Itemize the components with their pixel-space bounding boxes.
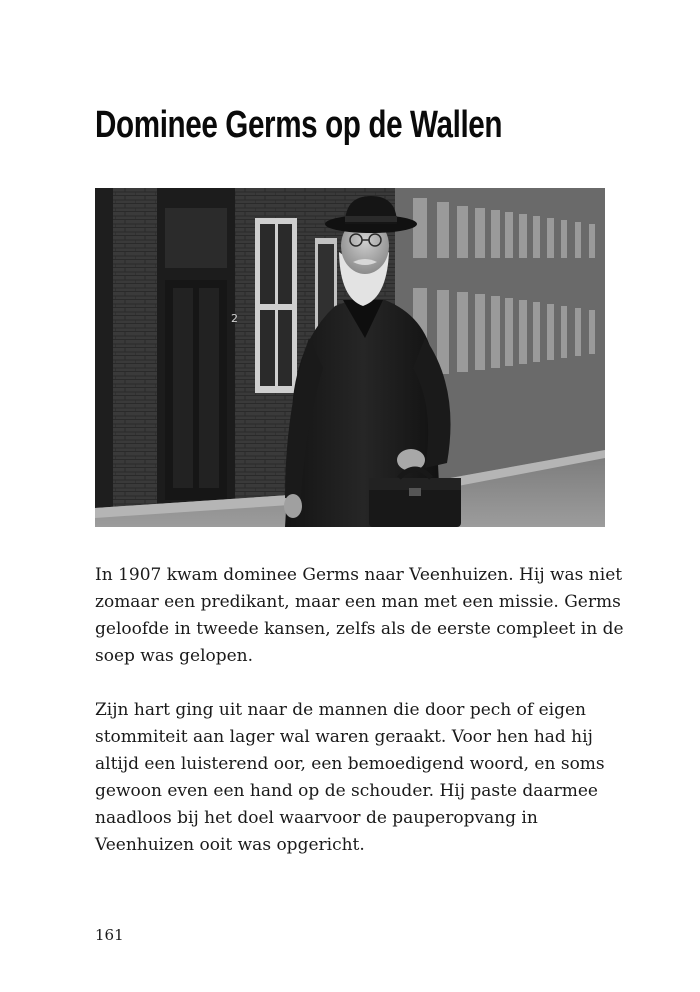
- house-number: 2: [231, 312, 238, 325]
- paragraph: In 1907 kwam dominee Germs naar Veenhuizen. Hij was niet zomaar een predikant, maar een man met een missie. Germs geloofde in tweede kansen, zelfs als de eerste compleet in de soep was gelopen.: [95, 565, 624, 666]
- paragraph: Zijn hart ging uit naar de mannen die door pech of eigen stommiteit aan lager wal waren geraakt. Voor hen had hij altijd een luisterend oor, een bemoedigend woord, en soms gewoon even een hand op de schouder. Hij paste daarmee naadloos bij het doel waarvoor de pauperopvang in Veenhuizen ooit was opgericht.: [95, 700, 605, 855]
- photo-illustration: [95, 188, 605, 527]
- body-text: [95, 562, 625, 886]
- page-title: Dominee Germs op de Wallen: [95, 104, 503, 146]
- page-number: 161: [95, 926, 124, 944]
